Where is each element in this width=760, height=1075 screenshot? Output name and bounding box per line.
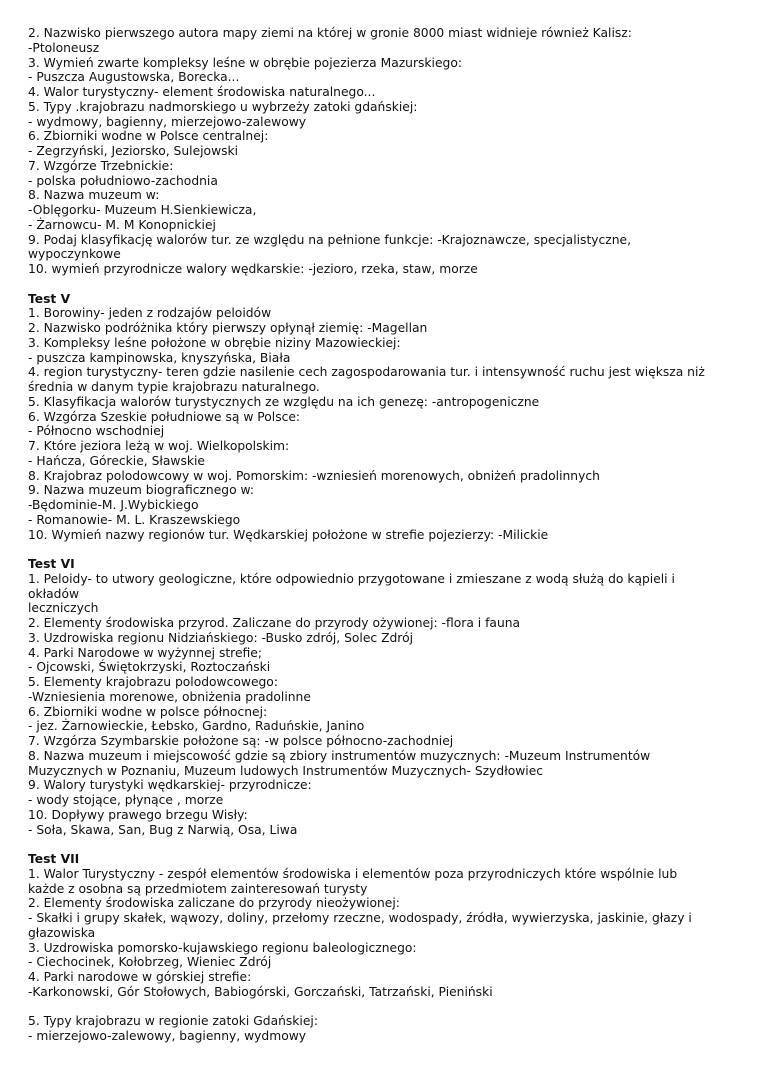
text-line: 3. Uzdrowiska pomorsko-kujawskiego regionu baleologicznego: <box>28 940 417 955</box>
text-line: 2. Elementy środowiska przyrod. Zaliczane do przyrody ożywionej: -flora i fauna <box>28 616 521 630</box>
text-line: głazowiska <box>28 925 96 940</box>
text-line: -Oblęgorku- Muzeum H.Sienkiewicza, <box>28 203 257 217</box>
text-line: każde z osobna są przedmiotem zainteresowań turysty <box>28 881 368 896</box>
text-line: -Będominie-M. J.Wybickiego <box>28 498 199 512</box>
text-line: - Północno wschodniej <box>28 424 165 439</box>
text-line: 2. Nazwisko podróżnika który pierwszy opłynął ziemię: -Magellan <box>28 321 428 335</box>
text-line: - Ojcowski, Świętokrzyski, Roztoczański <box>28 660 271 675</box>
text-line: -Karkonowski, Gór Stołowych, Babiogórski, Gorczański, Tatrzański, Pieniński <box>28 984 493 999</box>
section-heading: Test V <box>28 291 71 306</box>
text-line: - Romanowie- M. L. Kraszewskiego <box>28 512 241 527</box>
text-line: 3. Uzdrowiska regionu Nidziańskiego: -Busko zdrój, Solec Zdrój <box>28 630 414 645</box>
text-line: 5. Klasyfikacja walorów turystycznych ze względu na ich genezę: -antropogeniczne <box>28 394 540 409</box>
text-line: - Soła, Skawa, San, Bug z Narwią, Osa, Liwa <box>28 822 298 837</box>
blank-line <box>28 1000 732 1015</box>
text-line: -Wzniesienia morenowe, obniżenia pradolinne <box>28 689 311 704</box>
text-line: 8. Krajobraz polodowcowy w woj. Pomorskim: -wzniesień morenowych, obniżeń pradolinnych <box>28 468 600 483</box>
text-line: leczniczych <box>28 601 99 616</box>
text-line: 9. Nazwa muzeum biograficznego w: <box>28 483 255 498</box>
text-line: - Ciechocinek, Kołobrzeg, Wieniec Zdrój <box>28 955 272 970</box>
text-line: - polska południowo-zachodnia <box>28 173 218 188</box>
section-heading: Test VI <box>28 557 75 571</box>
text-line: 3. Wymień zwarte kompleksy leśne w obrębie pojezierza Mazurskiego: <box>28 55 463 70</box>
text-line: okładów <box>28 586 80 601</box>
blank-line <box>28 542 732 557</box>
blank-line <box>28 277 732 292</box>
text-line: 8. Nazwa muzeum i miejscowość gdzie są zbiory instrumentów muzycznych: -Muzeum Instrumentów <box>28 748 651 763</box>
text-line: 8. Nazwa muzeum w: <box>28 188 160 203</box>
text-line: 9. Podaj klasyfikację walorów tur. ze względu na pełnione funkcje: -Krajoznawcze, specjalistyczne, <box>28 232 632 247</box>
text-line: 4. Parki Narodowe w wyżynnej strefie; <box>28 645 262 660</box>
text-line: 10. Wymień nazwy regionów tur. Wędkarskiej położone w strefie pojezierzy: -Milickie <box>28 527 549 542</box>
text-line: - Zegrzyński, Jeziorsko, Sulejowski <box>28 144 239 158</box>
blank-line <box>28 837 732 852</box>
text-line: 5. Typy krajobrazu w regionie zatoki Gdańskiej: <box>28 1014 318 1029</box>
text-line: 10. Dopływy prawego brzegu Wisły: <box>28 807 248 822</box>
text-line: - Hańcza, Góreckie, Sławskie <box>28 453 205 468</box>
text-line: 1. Peloidy- to utwory geologiczne, które odpowiednio przygotowane i zmieszane z wodą służą do kąpieli i <box>28 571 675 586</box>
text-line: średnia w danym typie krajobrazu naturalnego. <box>28 380 320 394</box>
text-line: 6. Wzgórza Szeskie południowe są w Polsce: <box>28 409 301 424</box>
text-line: 5. Elementy krajobrazu polodowcowego: <box>28 675 278 689</box>
text-line: 3. Kompleksy leśne położone w obrębie niziny Mazowieckiej: <box>28 335 401 350</box>
text-line: 2. Elementy środowiska zaliczane do przyrody nieożywionej: <box>28 896 400 911</box>
text-line: - puszcza kampinowska, knyszyńska, Biała <box>28 350 291 365</box>
text-line: 6. Zbiorniki wodne w Polsce centralnej: <box>28 129 269 144</box>
text-line: -Ptoloneusz <box>28 40 100 55</box>
text-line: - mierzejowo-zalewowy, bagienny, wydmowy <box>28 1029 307 1043</box>
section-heading: Test VII <box>28 852 80 866</box>
text-line: 7. Wzgórze Trzebnickie: <box>28 158 174 173</box>
text-line: 10. wymień przyrodnicze walory wędkarskie: -jezioro, rzeka, staw, morze <box>28 262 478 276</box>
text-line: 7. Wzgórza Szymbarskie położone są: -w polsce północno-zachodniej <box>28 734 454 748</box>
text-line: - Puszcza Augustowska, Borecka... <box>28 70 240 85</box>
text-line: - wydmowy, bagienny, mierzejowo-zalewowy <box>28 114 307 129</box>
text-line: 1. Borowiny- jeden z rodzajów peloidów <box>28 306 272 321</box>
text-line: 6. Zbiorniki wodne w polsce północnej: <box>28 704 268 719</box>
text-line: 7. Które jeziora leżą w woj. Wielkopolskim: <box>28 439 290 453</box>
text-line: Muzycznych w Poznaniu, Muzeum ludowych Instrumentów Muzycznych- Szydłowiec <box>28 763 544 778</box>
text-line: 9. Walory turystyki wędkarskiej- przyrodnicze: <box>28 778 312 793</box>
text-line: 4. Parki narodowe w górskiej strefie: <box>28 970 252 984</box>
text-line: - Żarnowcu- M. M Konopnickiej <box>28 217 216 232</box>
text-line: wypoczynkowe <box>28 247 121 262</box>
text-line: - Skałki i grupy skałek, wąwozy, doliny, przełomy rzeczne, wodospady, źródła, wywierzyska, jaskinie, głazy i <box>28 911 692 925</box>
text-line: 4. region turystyczny- teren gdzie nasilenie cech zagospodarowania tur. i intensywność ruchu jest większa niż <box>28 365 705 380</box>
text-line: 1. Walor Turystyczny - zespół elementów środowiska i elementów poza przyrodniczych które wspólnie lub <box>28 866 678 881</box>
text-line: - jez. Żarnowieckie, Łebsko, Gardno, Raduńskie, Janino <box>28 719 365 734</box>
text-line: 4. Walor turystyczny- element środowiska naturalnego... <box>28 85 376 99</box>
text-line: 2. Nazwisko pierwszego autora mapy ziemi na której w gronie 8000 miast widnieje również Kalisz: <box>28 26 632 40</box>
text-line: 5. Typy .krajobrazu nadmorskiego u wybrzeży zatoki gdańskiej: <box>28 99 418 114</box>
text-line: - wody stojące, płynące , morze <box>28 793 224 807</box>
